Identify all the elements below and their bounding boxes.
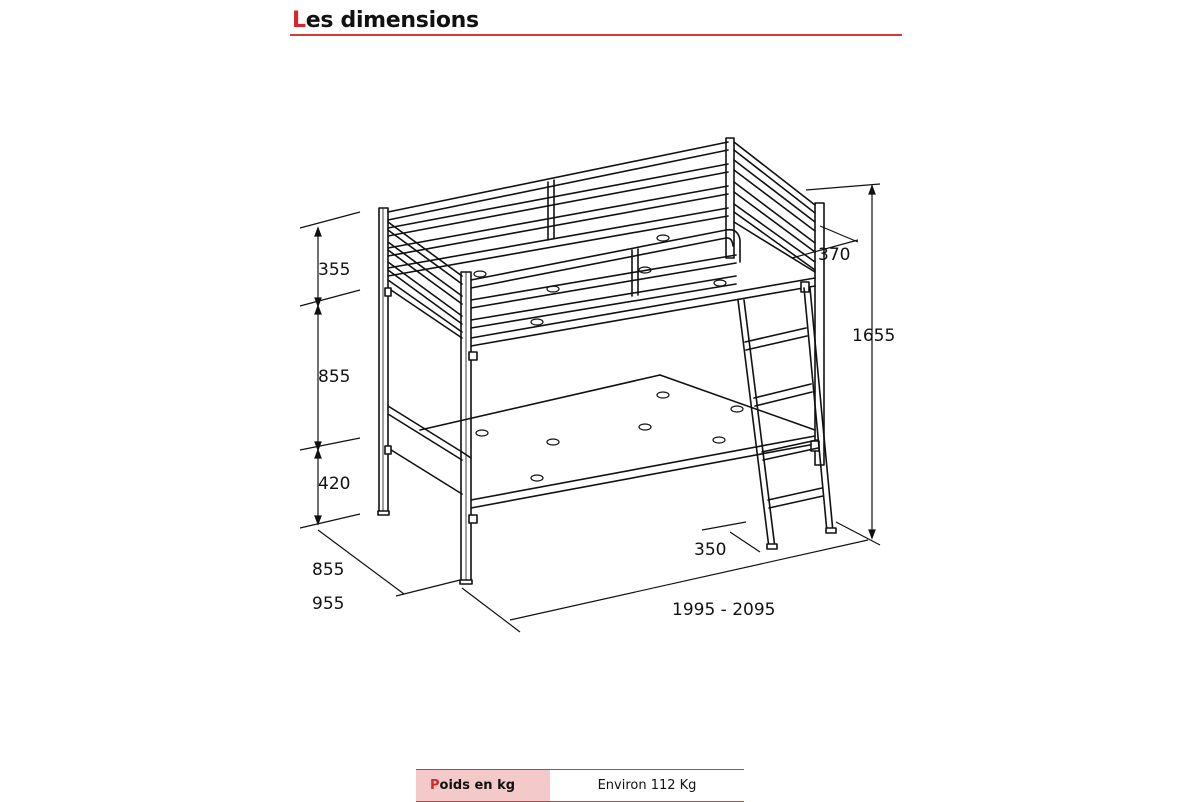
front-guard-rail [471, 230, 740, 328]
dim-bunk-spacing: 855 [318, 367, 351, 387]
dim-ladder-offset: 370 [818, 245, 851, 265]
dim-lower-height: 420 [318, 474, 351, 494]
dim-width-outer: 955 [312, 594, 345, 614]
dim-ladder-depth: 350 [694, 540, 727, 560]
back-guard-rail [388, 142, 728, 276]
end-guard-right [734, 142, 815, 270]
weight-table [416, 769, 744, 802]
dim-width-inner: 855 [312, 560, 345, 580]
weight-label-initial: P [430, 778, 440, 793]
post-feet [378, 511, 472, 584]
dim-guard-height: 355 [318, 260, 351, 280]
bed-frame [378, 138, 836, 584]
weight-label [416, 770, 550, 801]
bed-posts [379, 138, 824, 582]
end-guard-left [388, 222, 462, 338]
upper-bunk-frame [388, 222, 815, 346]
weight-value: Environ 112 Kg [597, 778, 697, 793]
title-rest: es dimensions [305, 8, 479, 33]
lower-bunk-frame [388, 375, 815, 508]
dim-total-height: 1655 [852, 326, 896, 346]
title-initial: L [292, 8, 306, 33]
dim-length: 1995 - 2095 [672, 600, 776, 620]
weight-label-rest: oids en kg [439, 778, 516, 793]
